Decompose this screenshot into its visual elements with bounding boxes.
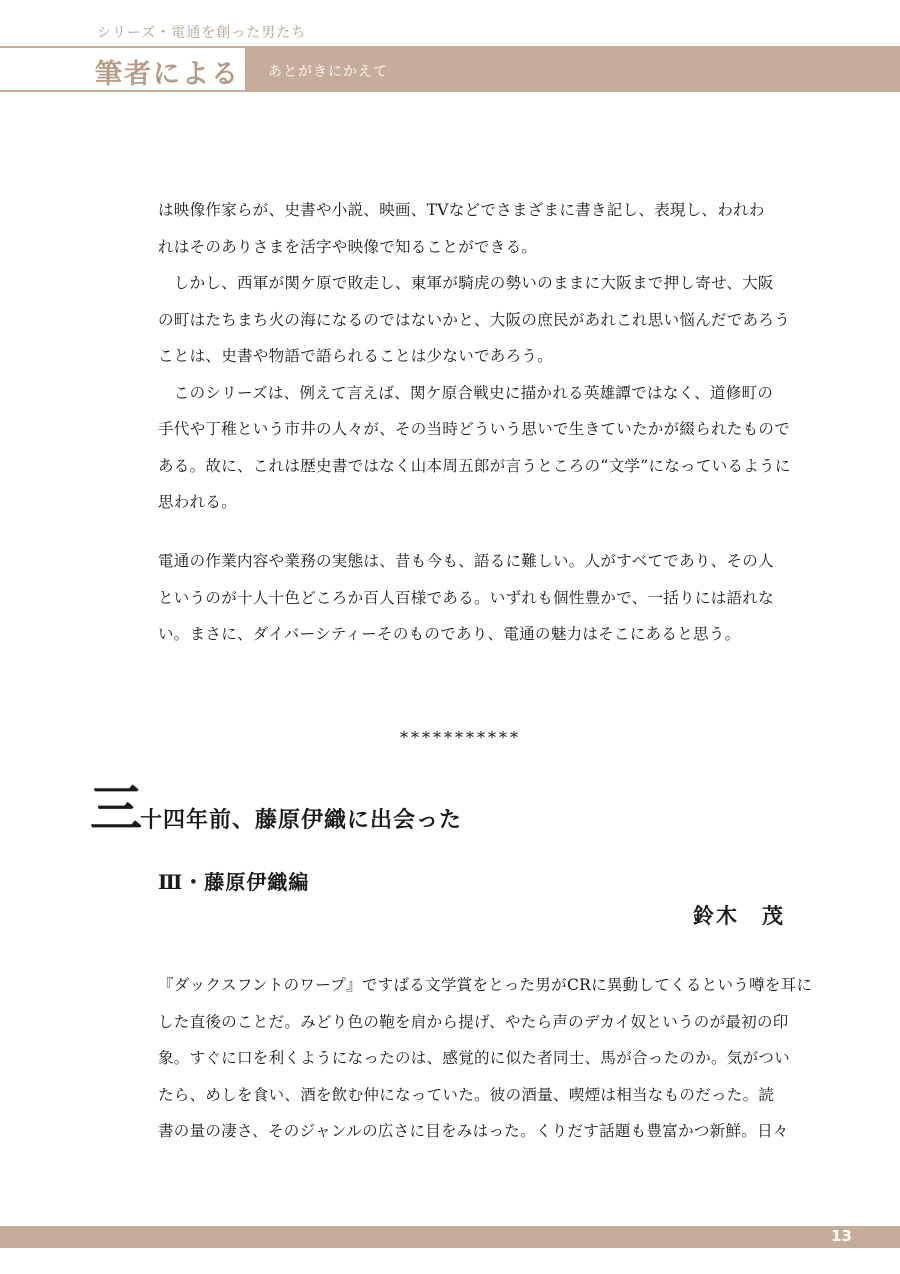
text-line: たら、めしを食い、酒を飲む仲になっていた。彼の酒量、喫煙は相当なものだった。読 (158, 1085, 775, 1104)
footer-bar (0, 1226, 900, 1248)
page-subtitle: あとがきにかえて (268, 64, 388, 80)
text-line: 電通の作業内容や業務の実態は、昔も今も、語るに難しい。人がすべてであり、その人 (158, 552, 774, 570)
text-line: ことは、史書や物語で語られることは少ないであろう。 (158, 347, 554, 365)
text-line: ある。故に、これは歴史書ではなく山本周五郎が言うところの“文学”になっているように (158, 456, 791, 475)
text-line: した直後のことだ。みどり色の鞄を肩から提げ、やたら声のデカイ奴というのが最初の印 (158, 1012, 789, 1031)
text-line: れはそのありさまを活字や映像で知ることができる。 (158, 237, 538, 256)
text-line: このシリーズは、例えて言えば、関ケ原合戦史に描かれる英雄譚ではなく、道修町の (158, 383, 774, 402)
text-line: い。まさに、ダイバーシティーそのものであり、電通の魅力はそこにあると思う。 (158, 625, 741, 643)
section-heading: 十四年前、藤原伊織に出会った (140, 807, 463, 833)
text-line: は映像作家らが、史書や小説、映画、TVなどでさまざまに書き記し、表現し、われわ (158, 201, 765, 219)
text-line: 手代や丁稚という市井の人々が、その当時どういう思いで生きていたかが綴られたもので (158, 420, 791, 438)
text-line: 思われる。 (158, 493, 238, 511)
page-number: 13 (831, 1227, 852, 1245)
text-line: しかし、西軍が関ケ原で敗走し、東軍が騎虎の勢いのままに大阪まで押し寄せ、大阪 (158, 274, 774, 292)
body-text-top (158, 192, 790, 521)
section-separator: *********** (400, 728, 521, 747)
page-title: 筆者による (95, 59, 240, 90)
text-line: 『ダックスフントのワープ』ですばる文学賞をとった男がCRに異動してくるという噂を耳に (158, 976, 813, 994)
author-name: 鈴木 茂 (693, 903, 785, 928)
text-line: というのが十人十色どころか百人百様である。いずれも個性豊かで、一括りには語れな (158, 588, 774, 607)
text-line: の町はたちまち火の海になるのではないかと、大阪の庶民があれこれ思い悩んだであろう (158, 310, 791, 329)
text-line: 書の量の凄さ、そのジャンルの広さに目をみはった。くりだす話題も豊富かつ新鮮。日々 (158, 1122, 789, 1140)
section-drop-character: 三 (90, 779, 143, 840)
series-label: シリーズ・電通を創った男たち (97, 25, 307, 41)
body-text-middle (158, 543, 790, 653)
text-line: 象。すぐに口を利くようになったのは、感覚的に似た者同士、馬が合ったのか。気がつい (158, 1049, 791, 1067)
section-subheading: Ⅲ・藤原伊織編 (158, 870, 310, 894)
body-text-bottom (158, 967, 813, 1150)
